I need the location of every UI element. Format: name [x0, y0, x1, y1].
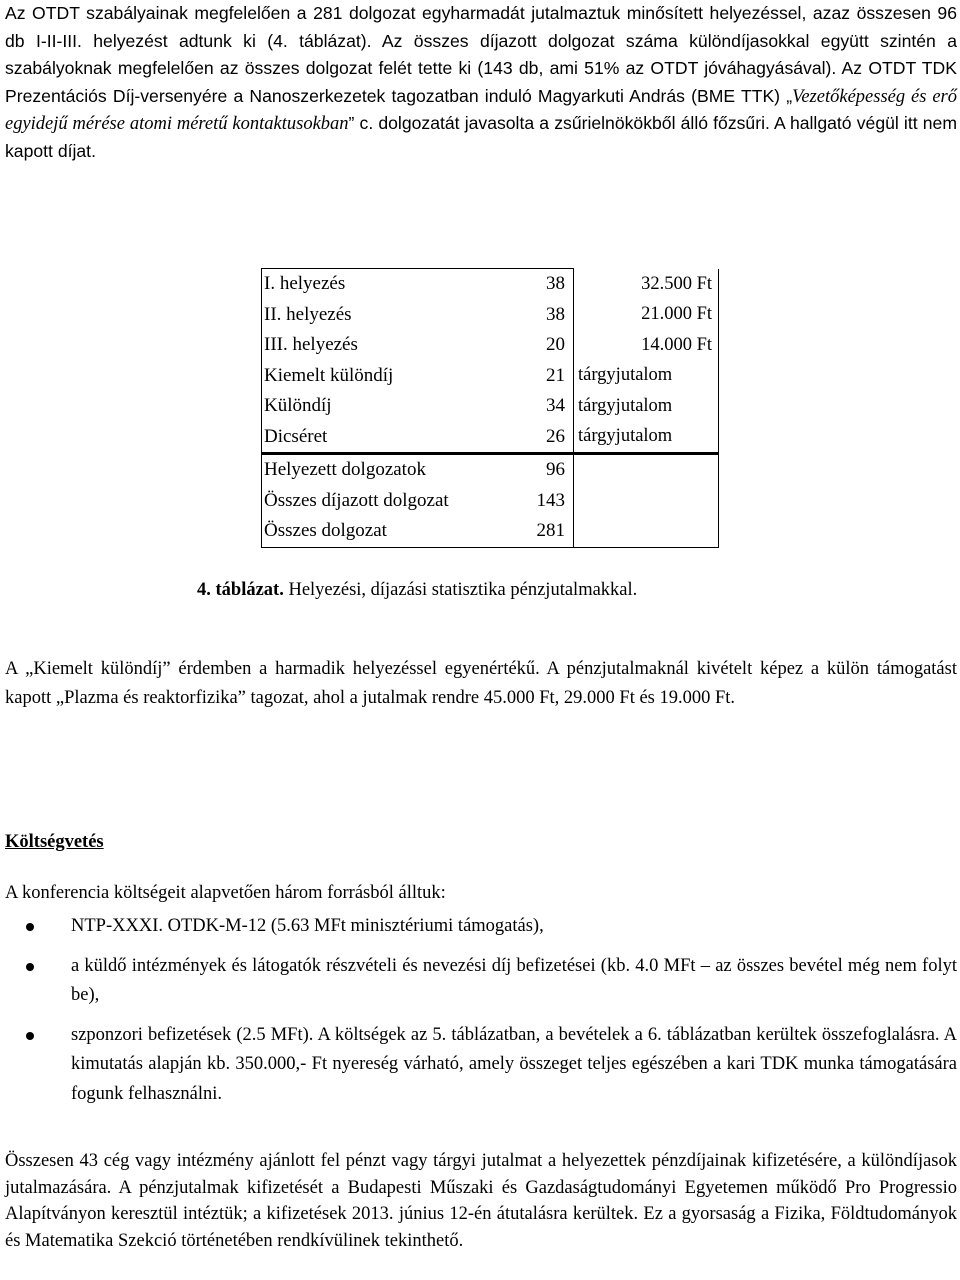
- table-caption: [197, 580, 637, 601]
- total-label: Összes díjazott dolgozat: [262, 486, 510, 517]
- table-row: [262, 300, 719, 331]
- total-count: 96: [509, 454, 574, 486]
- list-item: [5, 912, 957, 942]
- total-count: 143: [509, 486, 574, 517]
- bullet-icon: [26, 923, 34, 931]
- row-count: 26: [509, 422, 574, 454]
- row-reward: 32.500 Ft: [574, 269, 719, 300]
- list-item: [5, 1021, 957, 1110]
- list-item-text: a küldő intézmények és látogatók részvételi és nevezési díj befizetései (kb. 4.0 MFt – az összes bevétel még nem folyt be),: [71, 955, 957, 1005]
- closing-paragraph: Összesen 43 cég vagy intézmény ajánlott fel pénzt vagy tárgyi jutalmat a helyezettek pénzdíjainak kifizetésére, a különdíjasok jutalmazására. A pénzjutalmak kifizetését a Budapesti Műszaki és Gazdaságtudományi Egyetemen működő Pro Progressio Alapítványon keresztül intéztük; a kifizetések 2013. június 12-én átutalásra kerültek. Ez a gyorsaság a Fizika, Földtudományok és Matematika Szekció történetében rendkívülinek tekinthető.: [5, 1151, 957, 1251]
- table-row: [262, 391, 719, 422]
- row-reward: 14.000 Ft: [574, 330, 719, 361]
- table-total-row: [262, 516, 719, 547]
- table-row: [262, 422, 719, 454]
- budget-intro: A konferencia költségeit alapvetően három forrásból álltuk:: [5, 883, 446, 903]
- intro-text-part2: Az OTDT TDK Prezentációs Díj-versenyére a Nanoszerkezetek tagozatban induló Magyarkuti András (BME TTK) „: [5, 58, 957, 106]
- row-label: Dicséret: [262, 422, 510, 454]
- row-count: 34: [509, 391, 574, 422]
- kiemelt-paragraph: A „Kiemelt különdíj” érdemben a harmadik helyezéssel egyenértékű. A pénzjutalmaknál kivételt képez a külön támogatást kapott „Plazma és reaktorfizika” tagozat, ahol a jutalmak rendre 45.000 Ft, 29.000 Ft és 19.000 Ft.: [5, 659, 957, 708]
- total-count: 281: [509, 516, 574, 547]
- total-label: Összes dolgozat: [262, 516, 510, 547]
- intro-text-part1: Az OTDT szabályainak megfelelően a 281 dolgozat egyharmadát jutalmaztuk minősített helyezéssel, azaz összesen 96 db I-II-III. helyezést adtunk ki (4. táblázat). Az összes díjazott dolgozat száma különdíjasokkal együtt szintén a szabályoknak megfelelően az összes dolgozat felét tette ki (143 db, ami 51% az OTDT jóváhagyásával).: [5, 3, 957, 78]
- table-total-row: [262, 454, 719, 486]
- total-label: Helyezett dolgozatok: [262, 454, 510, 486]
- row-label: Kiemelt különdíj: [262, 361, 510, 392]
- table-row: [262, 361, 719, 392]
- intro-paragraph: [5, 0, 957, 165]
- table-row: [262, 330, 719, 361]
- row-label: I. helyezés: [262, 269, 510, 300]
- row-reward: 21.000 Ft: [574, 300, 719, 331]
- budget-source-list: [5, 912, 957, 1109]
- row-count: 38: [509, 269, 574, 300]
- list-item: [5, 952, 957, 1011]
- empty-cell: [574, 486, 719, 517]
- table-row: [262, 269, 719, 300]
- row-label: III. helyezés: [262, 330, 510, 361]
- caption-text: Helyezési, díjazási statisztika pénzjutalmakkal.: [283, 580, 638, 600]
- row-reward: tárgyjutalom: [574, 391, 719, 422]
- row-count: 21: [509, 361, 574, 392]
- table-total-row: [262, 486, 719, 517]
- empty-cell: [574, 454, 719, 486]
- bullet-icon: [26, 1032, 34, 1040]
- row-label: II. helyezés: [262, 300, 510, 331]
- empty-cell: [574, 516, 719, 547]
- row-count: 38: [509, 300, 574, 331]
- thesis-title: Vezetőképesség és erő egyidejű mérése atomi méretű kontaktusokban: [5, 86, 958, 134]
- list-item-text: szponzori befizetések (2.5 MFt). A költségek az 5. táblázatban, a bevételek a 6. táblázatban kerültek összefoglalásra. A kimutatás alapján kb. 350.000,- Ft nyereség várható, amely összeget teljes egészében a kari TDK munka támogatására fogunk felhasználni.: [71, 1024, 957, 1104]
- bullet-icon: [26, 963, 34, 971]
- row-label: Különdíj: [262, 391, 510, 422]
- caption-number: 4. táblázat.: [197, 580, 284, 600]
- list-item-text: NTP-XXXI. OTDK-M-12 (5.63 MFt minisztériumi támogatás),: [71, 916, 544, 936]
- row-count: 20: [509, 330, 574, 361]
- section-heading: Költségvetés: [5, 832, 104, 852]
- award-statistics-table: [261, 268, 719, 548]
- row-reward: tárgyjutalom: [574, 422, 719, 454]
- row-reward: tárgyjutalom: [574, 361, 719, 392]
- intro-text-part3: ” c. dolgozatát javasolta a zsűrielnökökből álló főzsűri. A hallgató végül itt nem kapott díjat.: [5, 113, 957, 161]
